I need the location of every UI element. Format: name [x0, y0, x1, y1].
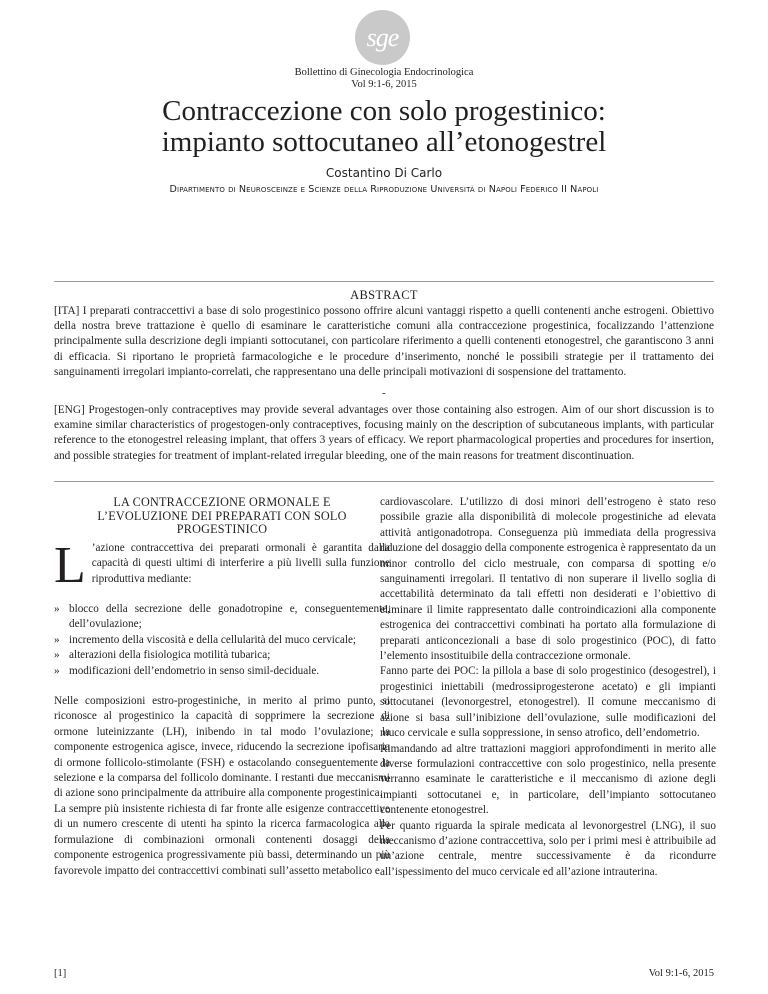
logo-text: sge — [366, 22, 399, 52]
bullet-mark: » — [54, 603, 60, 615]
list-item: » blocco della secrezione delle gonadotropine e, conseguentemente, dell’ovulazione; — [54, 603, 390, 631]
bullet-mark: » — [54, 649, 60, 662]
right-column — [380, 495, 716, 880]
mechanism-list — [54, 602, 390, 679]
body-paragraph: Per quanto riguarda la spirale medicata al levonorgestrel (LNG), il suo meccanismo d’azione contraccettiva, solo per i primi mesi è attribuibile ad un’azione centrale, mentre successivamente è da ricondurre all’ispessimento del muco cervicale ed all’azione intrauterina. — [380, 819, 716, 878]
journal-volume: Vol 9:1-6, 2015 — [351, 79, 417, 90]
article-title-line-1: Contraccezione con solo progestinico: — [162, 95, 606, 127]
abstract-heading: ABSTRACT — [350, 288, 418, 302]
list-item: » modificazioni dell’endometrio in senso simil-deciduale. — [54, 664, 390, 679]
left-column — [54, 496, 390, 879]
abstract-ita: [ITA] I preparati contraccettivi a base di solo progestinico possono offrire alcuni vantaggi rispetto a quelli contenenti anche estrogeni. Obiettivo della nostra breve trattazione è quello di esaminare le caratteristiche comuni alla contraccezione progestinica, focalizzando l’attenzione principalmente sulla descrizione degli impianti sottocutanei, con particolare riferimento a quelli contenenti etonogestrel, che garantiscono 3 anni di efficacia. Si riportano le proprietà farmacologiche e le procedure d’inserimento, nonché le possibili strategie per il trattamento dei sanguinamenti irregolari impianto-correlati, che rappresentano una delle principali motivazioni di sospensione del trattamento. — [54, 305, 714, 378]
abstract-eng: [ENG] Progestogen-only contraceptives may provide several advantages over those containing also estrogen. Aim of our short discussion is to examine similar characteristics of progestogen-only contraceptives, focusing mainly on the description of subcutaneous implants, with particular reference to the etonogestrel releasing implant, that offers 3 years of efficacy. We report pharmacological properties and procedures for insertion, and possible strategies for treatment of implant-related irregular bleeding, one of the main reasons for treatment discontinuation. — [54, 404, 714, 462]
author-name: Costantino Di Carlo — [325, 166, 443, 180]
bullet-mark: » — [54, 664, 60, 677]
body-paragraph: cardiovascolare. L’utilizzo di dosi minori dell’estrogeno è stato reso possibile grazie alla disponibilità di molecole progestiniche ad elevata attività antigonadotropa. Conseguenza più immediata della progressiva riduzione del dosaggio della componente estrogenica è rappresentato da un minor controllo del ciclo mestruale, con comparsa di spotting e/o sanguinamenti irregolari. Il tentativo di non superare il livello soglia di accettabilità determinato da tali effetti non desiderati e l’obiettivo di eliminare il limite rappresentato dalle controindicazioni alla componente estrogenica dei contraccettivi combinati ha portato alla formulazione di preparati anticoncezionali a base di solo progestinico (POC), di fatto l’elemento insostituibile della contraccezione ormonale. — [380, 496, 716, 663]
section-title: LA CONTRACCEZIONE ORMONALE E L’EVOLUZIONE DEI PREPARATI CON SOLO PROGESTINICO — [97, 495, 347, 537]
journal-name: Bollettino di Ginecologia Endocrinologica — [294, 67, 474, 78]
abstract-separator: - — [382, 387, 386, 399]
body-paragraph: La sempre più insistente richiesta di far fronte alle esigenze contraccettive di un numero crescente di utenti ha spinto la ricerca farmacologica alla formulazione di combinazioni ormonali contenenti dosaggi della componente estrogenica progressivamente più bassi, determinando un più favorevole impatto dei contraccettivi combinati sull’assetto metabolico e — [54, 802, 390, 877]
body-paragraph: Nelle composizioni estro-progestiniche, in merito al primo punto, si riconosce al progestinico la capacità di sopprimere la secrezione di ormone luteinizzante (LH), inibendo in tal modo l’ovulazione; la componente estrogenica agisce, invece, riducendo la secrezione ipofisaria di ormone follicolo-stimolante (FSH) e ostacolando conseguentemente la selezione e la comparsa del follicolo dominante. I restanti due meccanismi di azione sono principalmente da attribuire alla componente progestinica. — [54, 695, 390, 800]
bullet-mark: » — [54, 633, 60, 646]
author-affiliation: Dipartimento di Neurosceinze e Scienze della Riproduzione Università di Napoli Federico II Napoli — [169, 184, 599, 195]
abstract-top-rule — [54, 281, 714, 282]
abstract-bottom-rule — [54, 481, 714, 482]
list-item: » incremento della viscosità e della cellularità del muco cervicale; — [54, 633, 390, 648]
body-paragraph: Fanno parte dei POC: la pillola a base di solo progestinico (desogestrel), i progestinici iniettabili (medrossiprogesterone acetato) e gli impianti sottocutanei (levonorgestrel, etonogestrel). Il comune meccanismo di azione si basa sull’inibizione dell’ovulazione, sulle modificazioni del muco cervicale e sulla soppressione, in senso atrofico, dell’endometrio. — [380, 665, 716, 740]
intro-text: ’azione contraccettiva dei preparati ormonali è garantita dalla capacità di questi ultimi di interferire a più livelli sulla funzione riproduttiva mediante: — [91, 541, 390, 585]
journal-logo — [355, 10, 410, 65]
drop-cap: L — [54, 536, 86, 594]
page-number: [1] — [54, 968, 67, 979]
intro-paragraph — [54, 536, 390, 594]
footer-volume: Vol 9:1-6, 2015 — [648, 968, 714, 979]
body-paragraph: Rimandando ad altre trattazioni maggiori approfondimenti in merito alle diverse formulazioni contraccettive con solo progestinico, nella presente verranno esaminate le caratteristiche e il meccanismo di azione degli impianti sottocutanei e, in particolare, dell’impianto sottocutaneo contenente etonogestrel. — [380, 742, 716, 817]
article-title — [0, 96, 768, 158]
article-title-line-2: impianto sottocutaneo all’etonogestrel — [161, 126, 607, 158]
list-item: » alterazioni della fisiologica motilità tubarica; — [54, 648, 390, 663]
